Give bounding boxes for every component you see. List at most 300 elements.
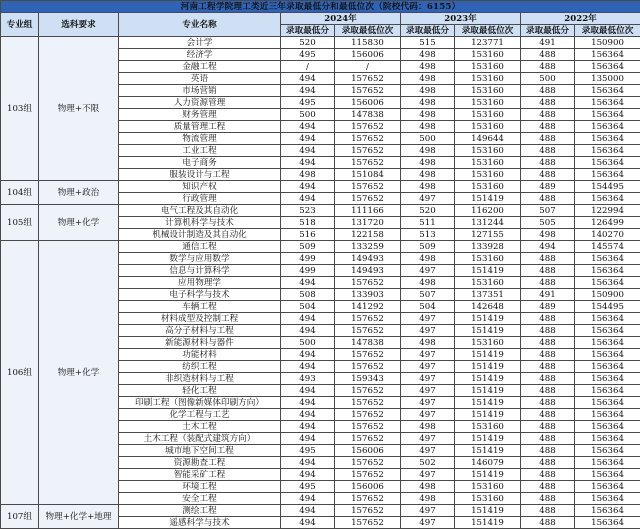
rank-2022-cell: 156364	[575, 457, 640, 469]
major-cell: 车辆工程	[119, 301, 281, 313]
score-2022-cell: 505	[521, 217, 575, 229]
score-2023-cell: 498	[401, 145, 455, 157]
score-2022-cell: 488	[521, 265, 575, 277]
major-cell: 电子科学与技术	[119, 289, 281, 301]
major-cell: 安全工程	[119, 493, 281, 505]
major-cell: 质量管理工程	[119, 121, 281, 133]
score-2022-cell: 494	[521, 241, 575, 253]
score-2024-cell: 494	[281, 349, 335, 361]
score-2023-cell: 497	[401, 373, 455, 385]
rank-2023-cell: 153160	[455, 181, 521, 193]
score-2023-cell: 497	[401, 313, 455, 325]
table-row	[1, 37, 640, 49]
score-2023-cell: 498	[401, 181, 455, 193]
major-cell: 应用物理学	[119, 277, 281, 289]
rank-2023-cell: 153160	[455, 145, 521, 157]
major-cell: 印刷工程（图像新媒体印刷方向）	[119, 397, 281, 409]
score-2023-cell: 497	[401, 265, 455, 277]
rank-2023-cell: 153160	[455, 157, 521, 169]
score-2024-cell: 500	[281, 337, 335, 349]
score-2023-cell: 498	[401, 337, 455, 349]
rank-2022-cell: 156364	[575, 325, 640, 337]
requirement-cell: 物理+化学+地理	[39, 505, 119, 529]
score-2022-cell: 488	[521, 277, 575, 289]
score-2023-cell: 502	[401, 457, 455, 469]
rank-2023-cell: 153160	[455, 85, 521, 97]
rank-2024-cell: 157652	[335, 121, 401, 133]
rank-2022-cell: 156364	[575, 277, 640, 289]
rank-2024-cell: 157652	[335, 133, 401, 145]
score-2022-cell: 500	[521, 73, 575, 85]
rank-2023-cell: 151419	[455, 397, 521, 409]
major-cell: 遥感科学与技术	[119, 517, 281, 529]
rank-2022-cell: 156364	[575, 145, 640, 157]
header-rank-2024: 录取最低位次	[335, 25, 401, 37]
score-2024-cell: 493	[281, 373, 335, 385]
score-2022-cell: 488	[521, 385, 575, 397]
rank-2023-cell: 153160	[455, 253, 521, 265]
major-cell: 高分子材料与工程	[119, 325, 281, 337]
score-2023-cell: 498	[401, 157, 455, 169]
score-2023-cell: 498	[401, 61, 455, 73]
rank-2022-cell: 122994	[575, 205, 640, 217]
rank-2022-cell: 156364	[575, 445, 640, 457]
rank-2023-cell: 131244	[455, 217, 521, 229]
score-2024-cell: 516	[281, 229, 335, 241]
header-row-1	[1, 13, 640, 25]
score-2022-cell: 488	[521, 337, 575, 349]
rank-2024-cell: 156006	[335, 49, 401, 61]
rank-2022-cell: 156364	[575, 361, 640, 373]
rank-2023-cell: 153160	[455, 481, 521, 493]
score-2024-cell: 495	[281, 481, 335, 493]
score-2023-cell: 498	[401, 49, 455, 61]
rank-2022-cell: 156364	[575, 169, 640, 181]
major-cell: 电气工程及其自动化	[119, 205, 281, 217]
rank-2022-cell: 156364	[575, 433, 640, 445]
major-cell: 计算机科学与技术	[119, 217, 281, 229]
group-cell: 107组	[1, 505, 39, 529]
major-cell: 土木工程（装配式建筑方向）	[119, 433, 281, 445]
major-cell: 信息与计算科学	[119, 265, 281, 277]
rank-2024-cell: 151084	[335, 169, 401, 181]
header-year-2023: 2023年	[401, 13, 521, 25]
score-2024-cell: 498	[281, 169, 335, 181]
rank-2022-cell: 156364	[575, 193, 640, 205]
score-2022-cell: 488	[521, 313, 575, 325]
major-cell: 新能源材料与器件	[119, 337, 281, 349]
group-cell: 105组	[1, 205, 39, 241]
major-cell: 知识产权	[119, 181, 281, 193]
score-2024-cell: 495	[281, 97, 335, 109]
score-2024-cell: 494	[281, 325, 335, 337]
score-2022-cell: 491	[521, 289, 575, 301]
table-row	[1, 505, 640, 517]
rank-2022-cell: 156364	[575, 61, 640, 73]
rank-2022-cell: 156364	[575, 97, 640, 109]
major-cell: 功能材料	[119, 349, 281, 361]
score-2023-cell: 498	[401, 277, 455, 289]
header-rank-2022: 录取最低位次	[575, 25, 640, 37]
score-2024-cell: 494	[281, 157, 335, 169]
major-cell: 纺织工程	[119, 361, 281, 373]
score-2022-cell: 488	[521, 253, 575, 265]
rank-2023-cell: 153160	[455, 49, 521, 61]
score-2024-cell: 494	[281, 493, 335, 505]
score-2024-cell: 499	[281, 253, 335, 265]
score-2023-cell: 498	[401, 169, 455, 181]
score-2023-cell: 498	[401, 97, 455, 109]
rank-2022-cell: 156364	[575, 517, 640, 529]
header-year-2022: 2022年	[521, 13, 640, 25]
score-2022-cell: 488	[521, 517, 575, 529]
group-cell: 103组	[1, 37, 39, 181]
rank-2023-cell: 153160	[455, 97, 521, 109]
score-2023-cell: 507	[401, 289, 455, 301]
score-2022-cell: 488	[521, 325, 575, 337]
requirement-cell: 物理+化学	[39, 205, 119, 241]
major-cell: 机械设计制造及其自动化	[119, 229, 281, 241]
header-score-2023: 录取最低分	[401, 25, 455, 37]
score-2022-cell: 488	[521, 145, 575, 157]
rank-2023-cell: 151419	[455, 313, 521, 325]
score-2023-cell: 497	[401, 517, 455, 529]
rank-2022-cell: 156364	[575, 505, 640, 517]
rank-2023-cell: 151419	[455, 265, 521, 277]
rank-2022-cell: 140270	[575, 229, 640, 241]
rank-2022-cell: 156364	[575, 313, 640, 325]
table-row	[1, 241, 640, 253]
rank-2023-cell: 151419	[455, 469, 521, 481]
score-2022-cell: 498	[521, 229, 575, 241]
score-2023-cell: 497	[401, 361, 455, 373]
score-2022-cell: 489	[521, 301, 575, 313]
rank-2022-cell: 135000	[575, 73, 640, 85]
rank-2023-cell: 151419	[455, 349, 521, 361]
table-row	[1, 181, 640, 193]
rank-2024-cell: 157652	[335, 385, 401, 397]
score-2023-cell: 498	[401, 85, 455, 97]
score-2023-cell: 504	[401, 301, 455, 313]
rank-2024-cell: 157652	[335, 361, 401, 373]
score-2022-cell: 488	[521, 85, 575, 97]
rank-2024-cell: 147838	[335, 337, 401, 349]
rank-2024-cell: 133903	[335, 289, 401, 301]
major-cell: 财务管理	[119, 109, 281, 121]
major-cell: 会计学	[119, 37, 281, 49]
major-cell: 行政管理	[119, 193, 281, 205]
score-2022-cell: 488	[521, 457, 575, 469]
score-2024-cell: 494	[281, 133, 335, 145]
score-2023-cell: 497	[401, 193, 455, 205]
score-2023-cell: 497	[401, 409, 455, 421]
rank-2022-cell: 156364	[575, 253, 640, 265]
score-2024-cell: 508	[281, 289, 335, 301]
major-cell: 智能采矿工程	[119, 469, 281, 481]
major-cell: 工业工程	[119, 145, 281, 157]
major-cell: 轻化工程	[119, 385, 281, 397]
requirement-cell: 物理+不限	[39, 37, 119, 181]
rank-2022-cell: 154495	[575, 181, 640, 193]
major-cell: 非织造材料与工程	[119, 373, 281, 385]
score-2023-cell: 497	[401, 385, 455, 397]
rank-2023-cell: 153160	[455, 169, 521, 181]
score-2023-cell: 497	[401, 325, 455, 337]
rank-2023-cell: 151419	[455, 325, 521, 337]
score-2024-cell: 523	[281, 205, 335, 217]
score-2024-cell: 494	[281, 313, 335, 325]
rank-2022-cell: 156364	[575, 121, 640, 133]
major-cell: 物流管理	[119, 133, 281, 145]
score-2024-cell: 494	[281, 421, 335, 433]
score-2022-cell: 488	[521, 169, 575, 181]
score-2023-cell: 515	[401, 37, 455, 49]
score-2023-cell: 497	[401, 349, 455, 361]
major-cell: 数学与应用数学	[119, 253, 281, 265]
rank-2024-cell: 157652	[335, 349, 401, 361]
rank-2022-cell: 154495	[575, 301, 640, 313]
rank-2022-cell: 156364	[575, 337, 640, 349]
major-cell: 市场营销	[119, 85, 281, 97]
title-row	[1, 1, 640, 13]
major-cell: 土木工程	[119, 421, 281, 433]
rank-2024-cell: 156006	[335, 97, 401, 109]
rank-2023-cell: 142648	[455, 301, 521, 313]
score-2022-cell: 488	[521, 481, 575, 493]
score-2024-cell: 504	[281, 301, 335, 313]
header-year-2024: 2024年	[281, 13, 401, 25]
score-2024-cell: 494	[281, 145, 335, 157]
score-2024-cell: 494	[281, 517, 335, 529]
rank-2022-cell: 156364	[575, 109, 640, 121]
score-2024-cell: 494	[281, 433, 335, 445]
rank-2022-cell: 156364	[575, 397, 640, 409]
rank-2023-cell: 153160	[455, 493, 521, 505]
rank-2024-cell: 157652	[335, 85, 401, 97]
rank-2023-cell: 153160	[455, 61, 521, 73]
rank-2024-cell: 157652	[335, 469, 401, 481]
score-2024-cell: 494	[281, 121, 335, 133]
rank-2023-cell: 151419	[455, 445, 521, 457]
major-cell: 资源勘查工程	[119, 457, 281, 469]
rank-2023-cell: 153160	[455, 277, 521, 289]
score-2022-cell: 488	[521, 133, 575, 145]
rank-2024-cell: 156006	[335, 481, 401, 493]
rank-2024-cell: 133259	[335, 241, 401, 253]
header-group: 专业组	[1, 13, 39, 37]
score-2024-cell: 494	[281, 385, 335, 397]
score-2022-cell: 488	[521, 469, 575, 481]
score-2023-cell: 498	[401, 253, 455, 265]
score-2024-cell: 494	[281, 85, 335, 97]
rank-2024-cell: 157652	[335, 517, 401, 529]
major-cell: 环境工程	[119, 481, 281, 493]
rank-2023-cell: 151419	[455, 505, 521, 517]
rank-2024-cell: 157652	[335, 277, 401, 289]
rank-2023-cell: 127155	[455, 229, 521, 241]
rank-2022-cell: 156364	[575, 349, 640, 361]
rank-2022-cell: 126499	[575, 217, 640, 229]
score-2022-cell: 488	[521, 409, 575, 421]
score-2022-cell: 489	[521, 181, 575, 193]
rank-2023-cell: 146079	[455, 457, 521, 469]
score-2024-cell: 494	[281, 361, 335, 373]
score-2023-cell: 500	[401, 133, 455, 145]
score-2024-cell: 494	[281, 73, 335, 85]
rank-2023-cell: 133928	[455, 241, 521, 253]
header-major: 专业名称	[119, 13, 281, 37]
header-score-2022: 录取最低分	[521, 25, 575, 37]
rank-2022-cell: 156364	[575, 157, 640, 169]
score-2023-cell: 498	[401, 481, 455, 493]
score-2022-cell: 488	[521, 193, 575, 205]
table-row	[1, 205, 640, 217]
rank-2023-cell: 151419	[455, 517, 521, 529]
score-2023-cell: 513	[401, 229, 455, 241]
score-2022-cell: 488	[521, 97, 575, 109]
rank-2024-cell: 157652	[335, 181, 401, 193]
score-2022-cell: 507	[521, 205, 575, 217]
requirement-cell: 物理+化学	[39, 241, 119, 505]
rank-2024-cell: 122158	[335, 229, 401, 241]
score-2022-cell: 488	[521, 61, 575, 73]
major-cell: 服装设计与工程	[119, 169, 281, 181]
score-2024-cell: 500	[281, 109, 335, 121]
major-cell: 城市地下空间工程	[119, 445, 281, 457]
rank-2023-cell: 153160	[455, 109, 521, 121]
rank-2024-cell: 157652	[335, 457, 401, 469]
rank-2023-cell: 116200	[455, 205, 521, 217]
rank-2022-cell: 150900	[575, 37, 640, 49]
score-2023-cell: 498	[401, 109, 455, 121]
rank-2022-cell: 156364	[575, 469, 640, 481]
score-2023-cell: 498	[401, 121, 455, 133]
rank-2024-cell: /	[335, 61, 401, 73]
score-2022-cell: 488	[521, 493, 575, 505]
rank-2024-cell: 157652	[335, 409, 401, 421]
rank-2024-cell: 157652	[335, 145, 401, 157]
rank-2024-cell: 115830	[335, 37, 401, 49]
rank-2024-cell: 157652	[335, 433, 401, 445]
rank-2023-cell: 151419	[455, 385, 521, 397]
header-requirement: 选科要求	[39, 13, 119, 37]
score-2024-cell: 518	[281, 217, 335, 229]
score-2022-cell: 488	[521, 421, 575, 433]
rank-2024-cell: 156006	[335, 445, 401, 457]
score-2024-cell: 520	[281, 37, 335, 49]
rank-2023-cell: 137351	[455, 289, 521, 301]
major-cell: 电子商务	[119, 157, 281, 169]
rank-2022-cell: 156364	[575, 373, 640, 385]
rank-2023-cell: 149644	[455, 133, 521, 145]
score-2024-cell: 494	[281, 277, 335, 289]
score-2022-cell: 488	[521, 349, 575, 361]
header-rank-2023: 录取最低位次	[455, 25, 521, 37]
rank-2023-cell: 153160	[455, 421, 521, 433]
score-2024-cell: 494	[281, 457, 335, 469]
score-2024-cell: 495	[281, 49, 335, 61]
score-2024-cell: 494	[281, 181, 335, 193]
rank-2022-cell: 156364	[575, 85, 640, 97]
rank-2024-cell: 157652	[335, 73, 401, 85]
score-2024-cell: 494	[281, 409, 335, 421]
rank-2022-cell: 156364	[575, 493, 640, 505]
rank-2024-cell: 157652	[335, 397, 401, 409]
score-2022-cell: 491	[521, 37, 575, 49]
score-2023-cell: 511	[401, 217, 455, 229]
rank-2022-cell: 156364	[575, 385, 640, 397]
score-2024-cell: 494	[281, 505, 335, 517]
rank-2023-cell: 151419	[455, 373, 521, 385]
score-2022-cell: 488	[521, 433, 575, 445]
rank-2024-cell: 147838	[335, 109, 401, 121]
rank-2024-cell: 149493	[335, 253, 401, 265]
major-cell: 测绘工程	[119, 505, 281, 517]
score-2023-cell: 497	[401, 445, 455, 457]
rank-2022-cell: 156364	[575, 481, 640, 493]
score-2022-cell: 488	[521, 373, 575, 385]
rank-2024-cell: 157652	[335, 325, 401, 337]
rank-2024-cell: 111166	[335, 205, 401, 217]
rank-2024-cell: 131720	[335, 217, 401, 229]
rank-2024-cell: 157652	[335, 493, 401, 505]
rank-2022-cell: 156364	[575, 421, 640, 433]
major-cell: 经济学	[119, 49, 281, 61]
major-cell: 通信工程	[119, 241, 281, 253]
score-2024-cell: 499	[281, 265, 335, 277]
score-2023-cell: 498	[401, 421, 455, 433]
rank-2024-cell: 157652	[335, 313, 401, 325]
major-cell: 化学工程与工艺	[119, 409, 281, 421]
rank-2023-cell: 151419	[455, 361, 521, 373]
score-2022-cell: 488	[521, 121, 575, 133]
score-2023-cell: 497	[401, 469, 455, 481]
score-2024-cell: /	[281, 61, 335, 73]
table-title: 河南工程学院理工类近三年录取最低分和最低位次（院校代码：6155）	[1, 1, 640, 13]
rank-2024-cell: 157652	[335, 193, 401, 205]
major-cell: 材料成型及控制工程	[119, 313, 281, 325]
rank-2023-cell: 151419	[455, 193, 521, 205]
score-2023-cell: 497	[401, 397, 455, 409]
rank-2022-cell: 150900	[575, 289, 640, 301]
rank-2022-cell: 156364	[575, 133, 640, 145]
score-2023-cell: 498	[401, 493, 455, 505]
group-cell: 106组	[1, 241, 39, 505]
rank-2023-cell: 153160	[455, 73, 521, 85]
major-cell: 金融工程	[119, 61, 281, 73]
score-2022-cell: 488	[521, 505, 575, 517]
rank-2024-cell: 157652	[335, 157, 401, 169]
score-2024-cell: 495	[281, 445, 335, 457]
rank-2024-cell: 149493	[335, 265, 401, 277]
rank-2024-cell: 157652	[335, 421, 401, 433]
rank-2022-cell: 156364	[575, 265, 640, 277]
score-2024-cell: 509	[281, 241, 335, 253]
requirement-cell: 物理+政治	[39, 181, 119, 205]
score-2023-cell: 520	[401, 205, 455, 217]
major-cell: 人力资源管理	[119, 97, 281, 109]
score-2024-cell: 494	[281, 193, 335, 205]
rank-2023-cell: 153160	[455, 121, 521, 133]
score-2022-cell: 488	[521, 109, 575, 121]
score-2024-cell: 494	[281, 469, 335, 481]
score-2022-cell: 488	[521, 397, 575, 409]
rank-2022-cell: 156364	[575, 49, 640, 61]
score-2023-cell: 497	[401, 433, 455, 445]
rank-2024-cell: 157652	[335, 505, 401, 517]
rank-2023-cell: 153160	[455, 337, 521, 349]
score-2022-cell: 488	[521, 445, 575, 457]
